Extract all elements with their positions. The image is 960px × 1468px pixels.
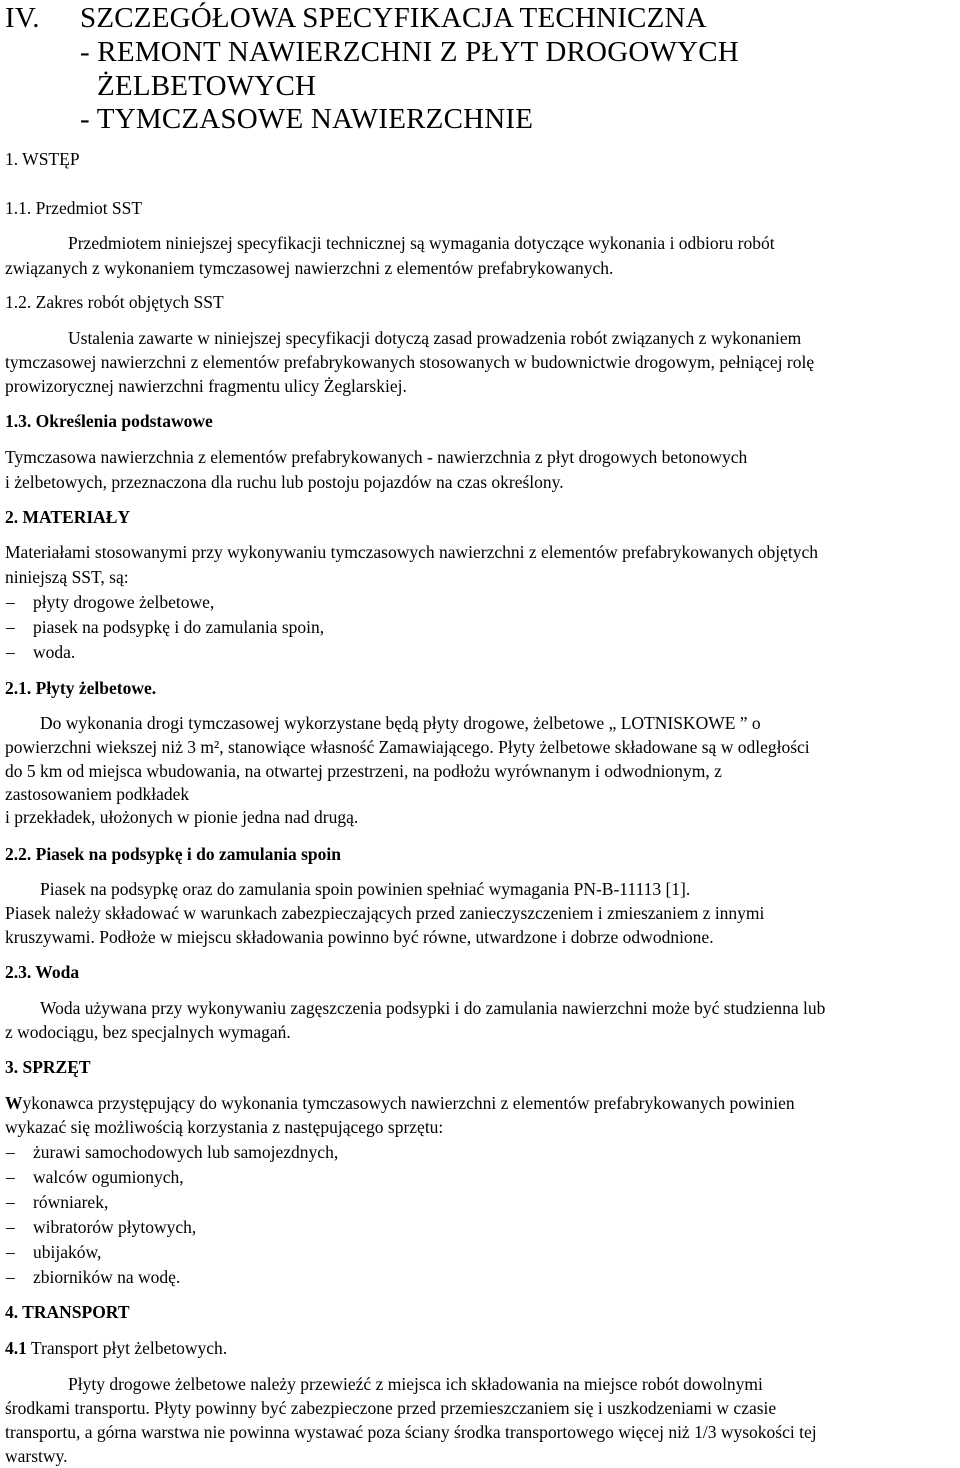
paragraph-line: do 5 km od miejsca wbudowania, na otwartej przestrzeni, na podłożu wyrównanym i odwodnionym, z xyxy=(5,761,722,781)
paragraph-line: środkami transportu. Płyty powinny być zabezpieczone przed przemieszczaniem się i uszkodzeniami w czasie xyxy=(5,1398,777,1418)
section-number: IV. xyxy=(5,2,40,34)
list-dash: – xyxy=(6,1167,15,1187)
heading-3: 3. SPRZĘT xyxy=(5,1057,91,1077)
paragraph-text: ykonawca przystępujący do wykonania tymczasowych nawierzchni z elementów prefabrykowanych powinien xyxy=(22,1093,795,1113)
paragraph-line: Ustalenia zawarte w niniejszej specyfikacji dotyczą zasad prowadzenia robót związanych z wykonaniem xyxy=(68,328,802,348)
list-item: wibratorów płytowych, xyxy=(33,1217,197,1237)
paragraph-line: powierzchni wiekszej niż 3 m², stanowiące własność Zamawiającego. Płyty żelbetowe składowane są w odległości xyxy=(5,737,810,757)
list-dash: – xyxy=(6,642,15,662)
list-item: zbiorników na wodę. xyxy=(33,1267,181,1287)
paragraph-line: Tymczasowa nawierzchnia z elementów prefabrykowanych - nawierzchnia z płyt drogowych betonowych xyxy=(5,447,748,467)
list-dash: – xyxy=(6,1267,15,1287)
paragraph-line: niniejszą SST, są: xyxy=(5,567,129,587)
heading-4-1 xyxy=(5,1337,227,1359)
heading-2-2: 2.2. Piasek na podsypkę i do zamulania spoin xyxy=(5,844,341,864)
paragraph-line: tymczasowej nawierzchni z elementów prefabrykowanych stosowanych w budownictwie drogowym, pełniącej rolę xyxy=(5,352,815,372)
paragraph-line: prowizorycznej nawierzchni fragmentu ulicy Żeglarskiej. xyxy=(5,376,407,396)
heading-2-1: 2.1. Płyty żelbetowe. xyxy=(5,678,157,698)
paragraph-line: Woda używana przy wykonywaniu zagęszczenia podsypki i do zamulania nawierzchni może być studzienna lub xyxy=(40,998,826,1018)
initial-letter: W xyxy=(5,1093,23,1113)
paragraph-line: Przedmiotem niniejszej specyfikacji technicznej są wymagania dotyczące wykonania i odbioru robót xyxy=(68,233,775,253)
paragraph-line: i żelbetowych, przeznaczona dla ruchu lub postoju pojazdów na czas określony. xyxy=(5,472,564,492)
list-item: równiarek, xyxy=(33,1192,109,1212)
list-dash: – xyxy=(6,1217,15,1237)
list-item: woda. xyxy=(33,642,76,662)
list-item: płyty drogowe żelbetowe, xyxy=(33,592,215,612)
heading-1-2: 1.2. Zakres robót objętych SST xyxy=(5,292,224,312)
heading-text: Transport płyt żelbetowych. xyxy=(26,1338,228,1358)
document-title-line-3: ŻELBETOWYCH xyxy=(97,70,317,102)
heading-4: 4. TRANSPORT xyxy=(5,1302,130,1322)
paragraph-line: z wodociągu, bez specjalnych wymagań. xyxy=(5,1022,291,1042)
list-item: żurawi samochodowych lub samojezdnych, xyxy=(33,1142,339,1162)
paragraph-line: zastosowaniem podkładek xyxy=(5,784,190,804)
paragraph-line: związanych z wykonaniem tymczasowej nawierzchni z elementów prefabrykowanych. xyxy=(5,258,614,278)
paragraph-line: Płyty drogowe żelbetowe należy przewieźć z miejsca ich składowania na miejsce robót dowolnymi xyxy=(68,1374,763,1394)
list-item: walców ogumionych, xyxy=(33,1167,184,1187)
list-dash: – xyxy=(6,1142,15,1162)
heading-2-3: 2.3. Woda xyxy=(5,962,80,982)
paragraph-line: Piasek na podsypkę oraz do zamulania spoin powinien spełniać wymagania PN-B-11113 [1]. xyxy=(40,879,691,899)
heading-1-3: 1.3. Określenia podstawowe xyxy=(5,411,213,431)
heading-number: 4.1 xyxy=(5,1338,27,1358)
document-title-line-4: - TYMCZASOWE NAWIERZCHNIE xyxy=(80,103,534,135)
list-dash: – xyxy=(6,1192,15,1212)
list-item: piasek na podsypkę i do zamulania spoin, xyxy=(33,617,325,637)
paragraph-line: kruszywami. Podłoże w miejscu składowania powinno być równe, utwardzone i dobrze odwodnione. xyxy=(5,927,714,947)
list-dash: – xyxy=(6,617,15,637)
heading-1-1: 1.1. Przedmiot SST xyxy=(5,198,143,218)
list-dash: – xyxy=(6,592,15,612)
paragraph-line: i przekładek, ułożonych w pionie jedna nad drugą. xyxy=(5,807,359,827)
paragraph-line: warstwy. xyxy=(5,1446,68,1466)
paragraph-line: wykazać się możliwością korzystania z następującego sprzętu: xyxy=(5,1117,444,1137)
heading-1: 1. WSTĘP xyxy=(5,149,80,169)
list-item: ubijaków, xyxy=(33,1242,102,1262)
paragraph-line: Materiałami stosowanymi przy wykonywaniu tymczasowych nawierzchni z elementów prefabrykowanych objętych xyxy=(5,542,818,562)
heading-2: 2. MATERIAŁY xyxy=(5,507,131,527)
list-dash: – xyxy=(6,1242,15,1262)
paragraph-line: Piasek należy składować w warunkach zabezpieczających przed zanieczyszczeniem i zmieszaniem z innymi xyxy=(5,903,765,923)
paragraph-line: Do wykonania drogi tymczasowej wykorzystane będą płyty drogowe, żelbetowe „ LOTNISKOWE ” o xyxy=(40,713,761,733)
document-title-line-2: - REMONT NAWIERZCHNI Z PŁYT DROGOWYCH xyxy=(80,36,739,68)
paragraph-line: transportu, a górna warstwa nie powinna wystawać poza ściany środka transportowego więcej niż 1/3 wysokości tej xyxy=(5,1422,817,1442)
document-title-line-1: SZCZEGÓŁOWA SPECYFIKACJA TECHNICZNA xyxy=(80,2,707,34)
paragraph-line xyxy=(5,1092,795,1114)
